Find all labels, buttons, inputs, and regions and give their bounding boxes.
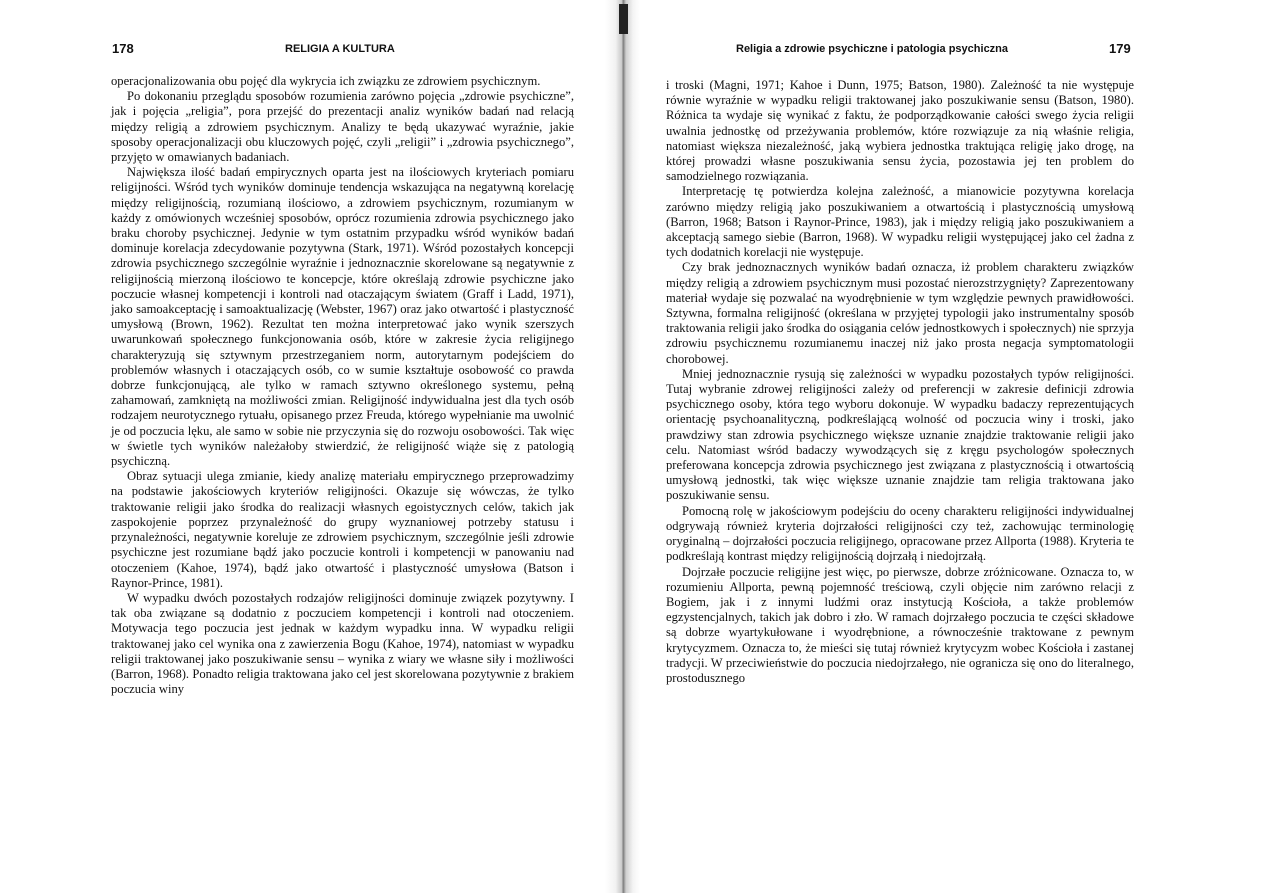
left-page [0, 0, 605, 893]
left-body-text [111, 74, 574, 697]
right-body-text [666, 78, 1134, 686]
paragraph: Czy brak jednoznacznych wyników badań oznacza, iż problem charakteru związków między religią a zdrowiem psychicznym musi pozostać nierozstrzygnięty? Zaprezentowany materiał wydaje się pozwalać na wyodrębnienie w tym względzie pewnych prawidłowości. Sztywna, formalna religijność (określana w przyjętej typologii jako instrumentalny sposób traktowania religii jako środka do osiągania celów jednostkowych i społecznych) nie sprzyja zdrowiu psychicznemu rozumianemu inaczej niż jako prosta negacja symptomatologii chorobowej. [666, 260, 1134, 366]
paragraph: Największa ilość badań empirycznych oparta jest na ilościowych kryteriach pomiaru religijności. Wśród tych wyników dominuje tendencja wskazująca na negatywną korelację między religijnością, rozumianą ilościowo, a zdrowiem psychicznym, rozumianym w każdy z omówionych wcześniej sposobów, oprócz rozumienia zdrowia psychicznego jako braku choroby psychicznej. Jedynie w tym ostatnim przypadku wśród wyników badań dominuje korelacja zdecydowanie pozytywna (Stark, 1971). Wśród pozostałych koncepcji zdrowia psychicznego szczególnie wyraźnie i jednoznacznie skorelowane są negatywnie z religijnością mierzoną ilościowo te koncepcje, które określają zdrowie psychiczne jako poczucie własnej kompetencji i kontroli nad otaczającym światem (Graff i Ladd, 1971), jako samoakceptację i samoaktualizację (Webster, 1967) oraz jako otwartość i plastyczność umysłową (Brown, 1962). Rezultat ten można interpretować jako wynik szerszych uwarunkowań społecznego funkcjonowania osób, które w zakresie życia religijnego charakteryzują się sztywnym przestrzeganiem norm, autorytarnym podejściem do problemów własnych i otaczających osób, co w sumie kształtuje osobowość co prawda dobrze funkcjonującą, ale tylko w ramach sztywno określonego systemu, pełną zahamowań, zamkniętą na możliwości zmian. Religijność indywidualna jest dla tych osób rodzajem neurotycznego rytuału, opisanego przez Freuda, którego wypełnianie ma uwolnić je od poczucia lęku, ale samo w sobie nie przyczynia się do rozwoju osobowości. Tak więc w świetle tych wyników należałoby stwierdzić, że religijność wiąże się z patologią psychiczną. [111, 165, 574, 469]
left-page-number: 178 [112, 41, 134, 56]
right-page-number: 179 [1109, 41, 1131, 56]
paragraph: Dojrzałe poczucie religijne jest więc, po pierwsze, dobrze zróżnicowane. Oznacza to, w rozumieniu Allporta, pewną pojemność treściową, czyli objęcie nim zarówno relacji z Bogiem, jak i z innymi ludźmi oraz instytucją Kościoła, a także problemów egzystencjalnych, takich jak dobro i zło. W ramach dojrzałego poczucia te części składowe są dobrze wyartykułowane i wyodrębnione, a równocześnie traktowane z pewnym krytycyzmem. Oznacza to, że mieści się tutaj również krytycyzm wobec Kościoła i zastanej tradycji. W przeciwieństwie do poczucia niedojrzałego, nie ogranicza się ono do literalnego, prostodusznego [666, 564, 1134, 685]
left-running-head: RELIGIA A KULTURA [285, 43, 395, 55]
book-gutter [605, 0, 640, 893]
paragraph: operacjonalizowania obu pojęć dla wykrycia ich związku ze zdrowiem psychicznym. [111, 74, 541, 88]
paragraph: Obraz sytuacji ulega zmianie, kiedy analizę materiału empirycznego przeprowadzimy na podstawie jakościowych kryteriów religijności. Okazuje się wówczas, że tylko traktowanie religii jako środka do realizacji własnych egoistycznych celów, takich jak zaspokojenie poprzez przynależność do grupy wyznaniowej potrzeby statusu i przynależności, negatywnie koreluje ze zdrowiem psychicznym, szczególnie jeśli zdrowie psychiczne jest rozumiane bądź jako poczucie kontroli i kompetencji w panowaniu nad otoczeniem (Kahoe, 1974), bądź jako otwartość i plastyczność umysłowa (Batson i Raynor-Prince, 1981). [111, 469, 574, 590]
paragraph: Mniej jednoznacznie rysują się zależności w wypadku pozostałych typów religijności. Tutaj wybranie zdrowej religijności zależy od preferencji w zakresie definicji zdrowia psychicznego osoby, która tego wyboru dokonuje. W wypadku badaczy reprezentujących orientację psychoanalityczną, podkreślającą wolność od poczucia winy i troski, jako prawdziwy stan zdrowia psychicznego większe uznanie znajdzie traktowanie religii jako celu. Natomiast wśród badaczy wywodzących się z kręgu psychologów społecznych preferowana koncepcja zdrowia psychicznego jest związana z plastycznością i otwartością umysłową jednostki, tak więc większe uznanie znajdzie tam religia traktowana jako poszukiwanie sensu. [666, 366, 1134, 503]
paragraph: Po dokonaniu przeglądu sposobów rozumienia zarówno pojęcia „zdrowie psychiczne”, jak i pojęcia „religia”, pora przejść do prezentacji analiz wyników badań nad relacją między religią a zdrowiem psychicznym. Analizy te będą ukazywać wyraźnie, jakie sposoby operacjonalizacji obu kluczowych pojęć, czyli „religii” i „zdrowia psychicznego”, przyjęto w omawianych badaniach. [111, 89, 574, 165]
right-running-head: Religia a zdrowie psychiczne i patologia psychiczna [736, 43, 1009, 55]
paragraph: W wypadku dwóch pozostałych rodzajów religijności dominuje związek pozytywny. I tak oba związane są dodatnio z poczuciem kompetencji i kontroli nad otoczeniem. Motywacja tego poczucia jest jednak w każdym wypadku inna. W wypadku religii traktowanej jako cel wynika ona z zawierzenia Bogu (Kahoe, 1974), natomiast w wypadku religii traktowanej jako poszukiwanie sensu – wynika z wiary we własne siły i możliwości (Barron, 1968). Ponadto religia traktowana jako cel jest skorelowana pozytywnie z brakiem poczucia winy [111, 590, 574, 697]
right-page [640, 0, 1263, 893]
paragraph: Interpretację tę potwierdza kolejna zależność, a mianowicie pozytywna korelacja zarówno między religią jako poszukiwaniem a otwartością i plastycznością umysłową (Barron, 1968; Batson i Raynor-Prince, 1983), jak i między religią jako poszukiwaniem a akceptacją samego siebie (Barron, 1968). W wypadku religii występującej jako cel żadna z tych dodatnich korelacji nie występuje. [666, 184, 1134, 260]
paragraph: i troski (Magni, 1971; Kahoe i Dunn, 1975; Batson, 1980). Zależność ta nie występuje równie wyraźnie w wypadku religii traktowanej jako poszukiwanie sensu (Batson, 1980). Różnica ta wydaje się wynikać z faktu, że podporządkowanie całości swego życia religii uwalnia jednostkę od przeżywania problemów, które rozwiązuje za nią właśnie religia, natomiast większa niezależność, jaką wybiera jednostka traktująca religię jako drogę, na której prowadzi własne poszukiwania sensu życia, pozostawia jej ten problem do samodzielnego rozwiązania. [666, 78, 1134, 184]
paragraph: Pomocną rolę w jakościowym podejściu do oceny charakteru religijności indywidualnej odgrywają również kryteria dojrzałości religijności czy też, zachowując terminologię oryginalną – dojrzałości poczucia religijnego, opracowane przez Allporta (1988). Kryteria te podkreślają kontrast między religijnością dojrzałą i niedojrzałą. [666, 503, 1134, 564]
gutter-binding-mark [619, 4, 628, 34]
